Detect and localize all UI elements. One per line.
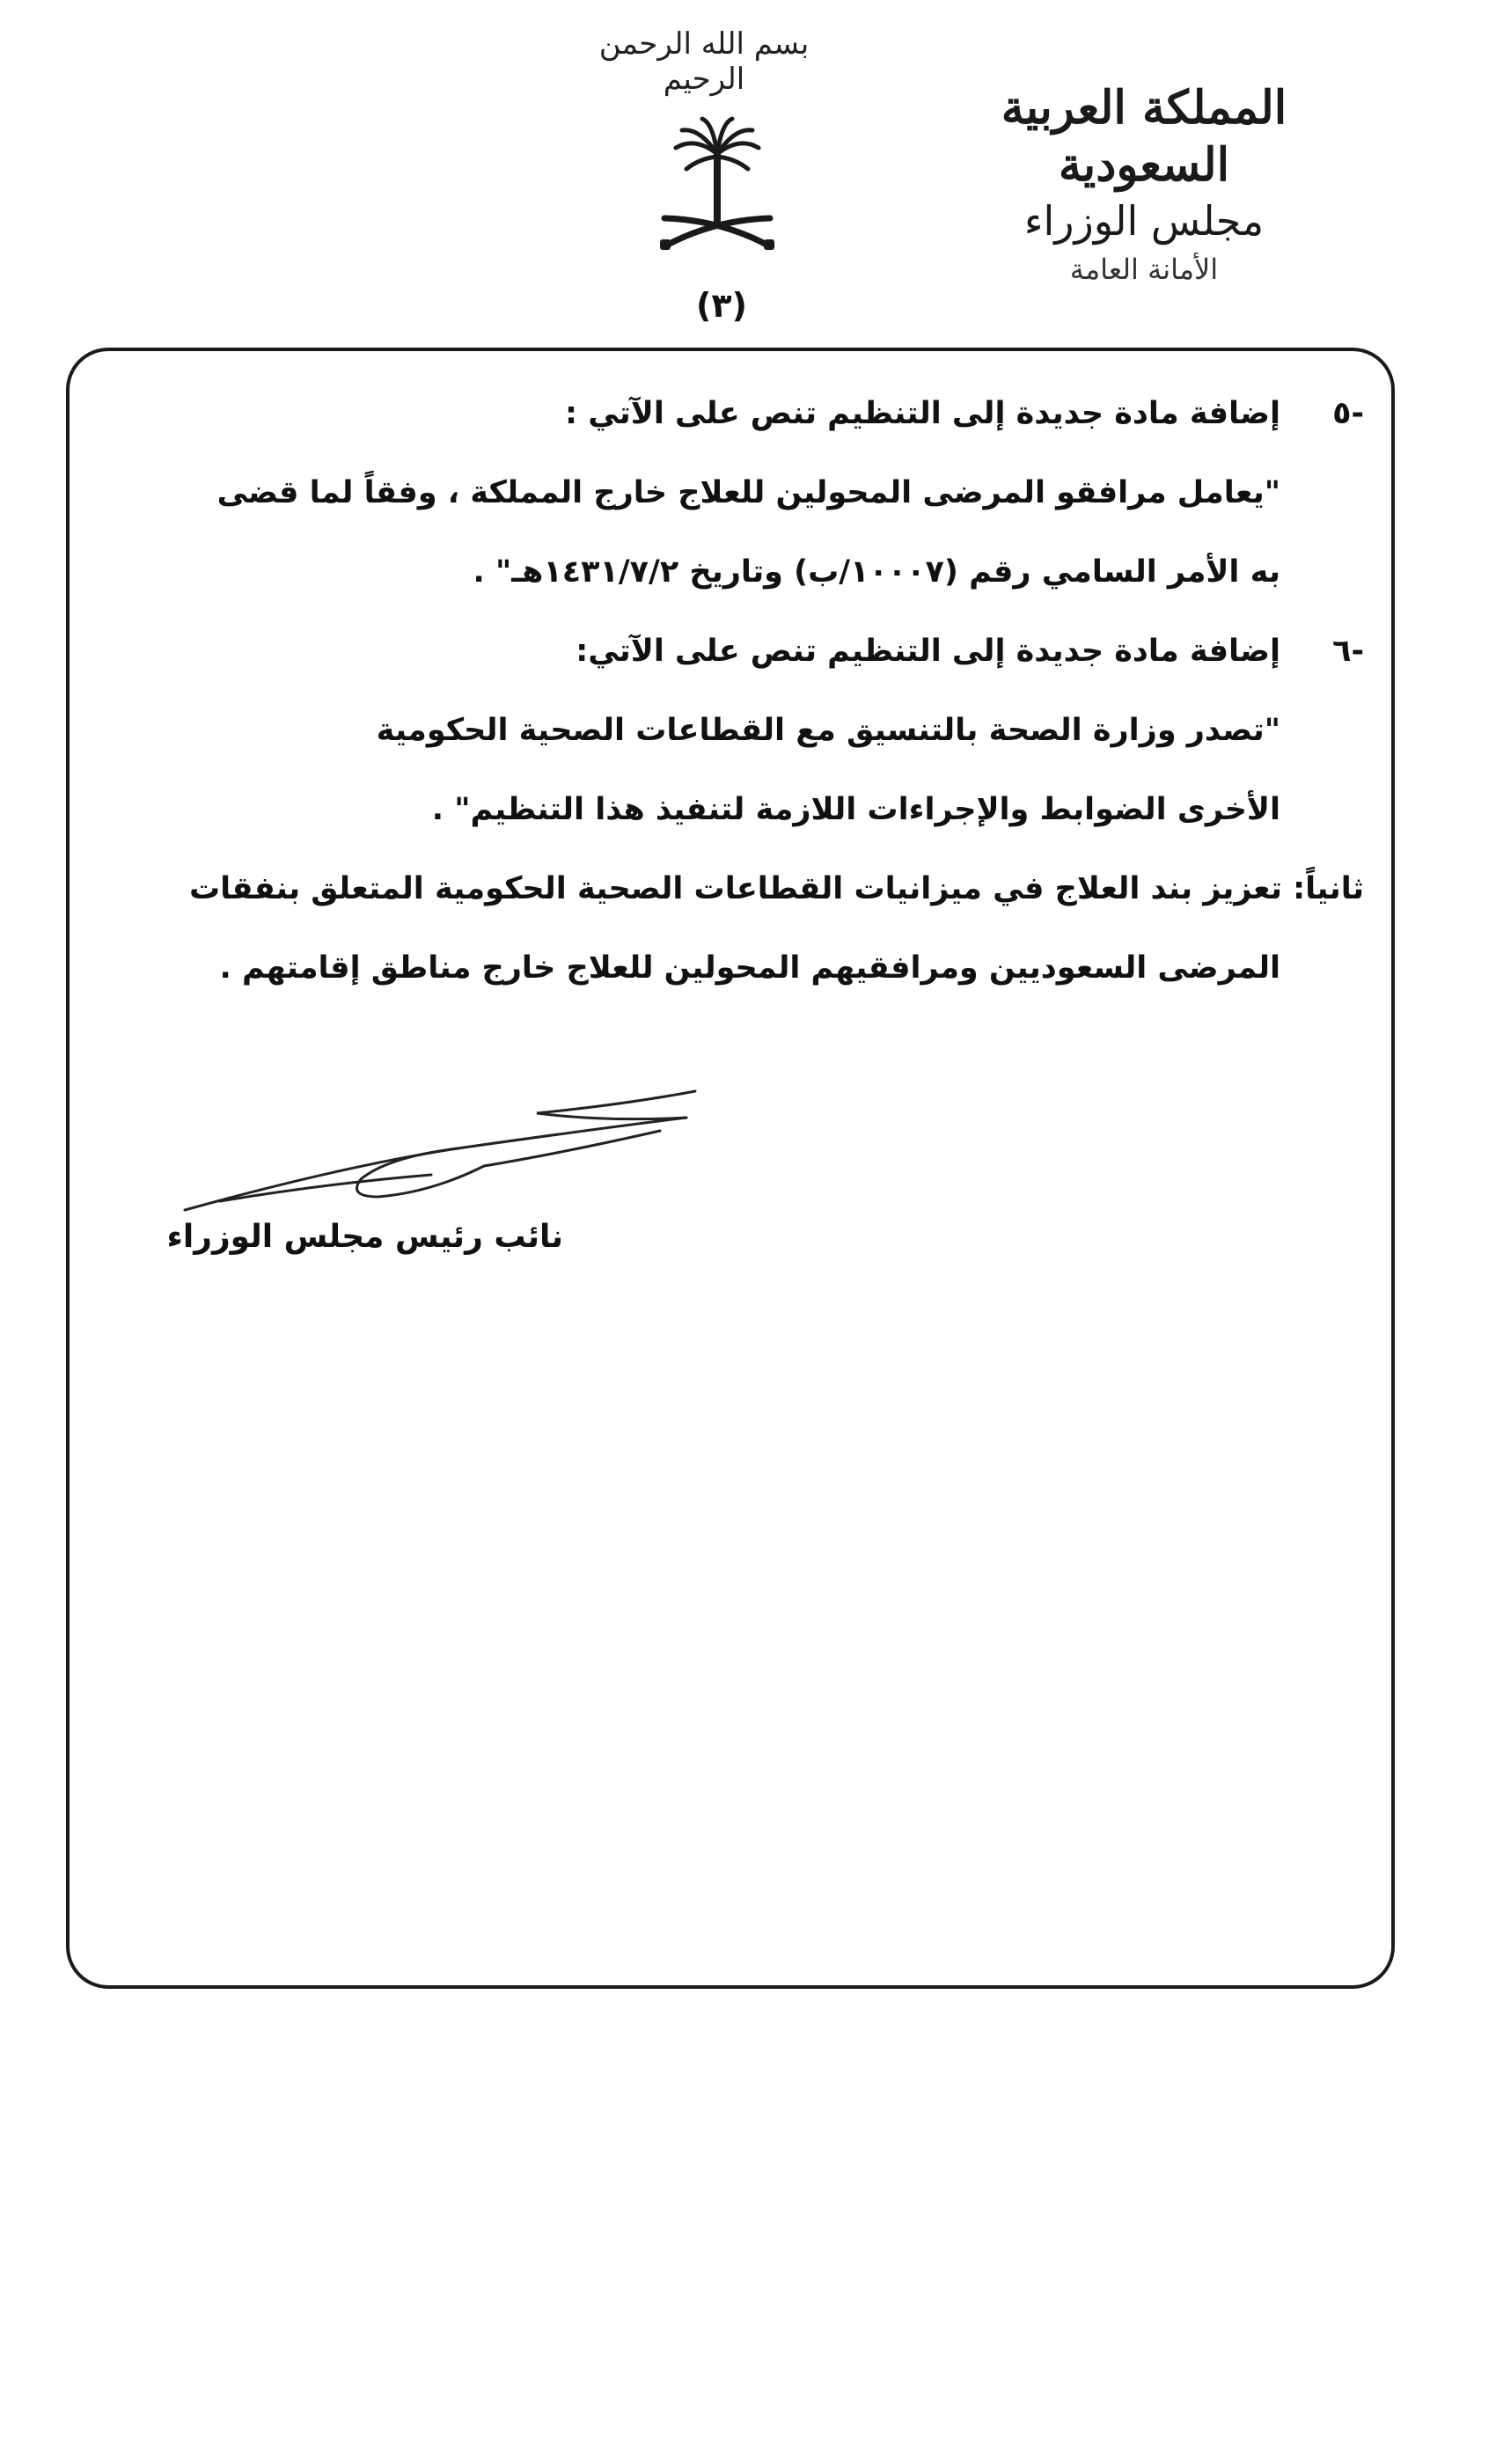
item-5-text-line: [97, 554, 1364, 634]
item-heading: إضافة مادة جديدة إلى التنظيم تنص على الآتي :: [565, 396, 1280, 431]
letterhead-secretariat: الأمانة العامة: [1069, 253, 1219, 287]
item-number: -٦: [1332, 634, 1364, 669]
signature: [167, 1078, 713, 1219]
basmala: بسم الله الرحمن الرحيم: [598, 26, 810, 97]
item-5-text-line: [97, 475, 1364, 554]
document-body: [97, 396, 1364, 1030]
signer-title: نائب رئيس مجلس الوزراء: [166, 1219, 563, 1255]
item-number: -٥: [1332, 396, 1364, 431]
item-6-text-line: [97, 792, 1364, 871]
second-clause-text: ثانياً: تعزيز بند العلاج في ميزانيات القطاعات الصحية الحكومية المتعلق بنفقات: [188, 871, 1364, 906]
page-number: (٣): [696, 286, 747, 325]
item-text: "تصدر وزارة الصحة بالتنسيق مع القطاعات الصحية الحكومية: [376, 713, 1280, 748]
item-heading: إضافة مادة جديدة إلى التنظيم تنص على الآتي:: [576, 634, 1280, 669]
letterhead-council: مجلس الوزراء: [1023, 197, 1265, 245]
saudi-emblem-icon: [651, 114, 783, 264]
item-6-text-line: [97, 713, 1364, 792]
item-5-heading-line: [97, 396, 1364, 475]
item-text: به الأمر السامي رقم (١٠٠٠٧/ب) وتاريخ ١٤٣١/٧/٢هـ" .: [473, 554, 1280, 590]
second-clause-line: [97, 871, 1364, 950]
item-text: "يعامل مرافقو المرضى المحولين للعلاج خارج المملكة ، وفقاً لما قضى: [216, 475, 1280, 510]
second-clause-line: [97, 950, 1364, 1030]
item-text: الأخرى الضوابط والإجراءات اللازمة لتنفيذ هذا التنظيم" .: [431, 792, 1280, 827]
letterhead: [915, 79, 1373, 290]
second-clause-text: المرضى السعوديين ومرافقيهم المحولين للعلاج خارج مناطق إقامتهم .: [219, 950, 1280, 986]
letterhead-kingdom: المملكة العربية السعودية: [1001, 81, 1287, 192]
item-6-heading-line: [97, 634, 1364, 713]
